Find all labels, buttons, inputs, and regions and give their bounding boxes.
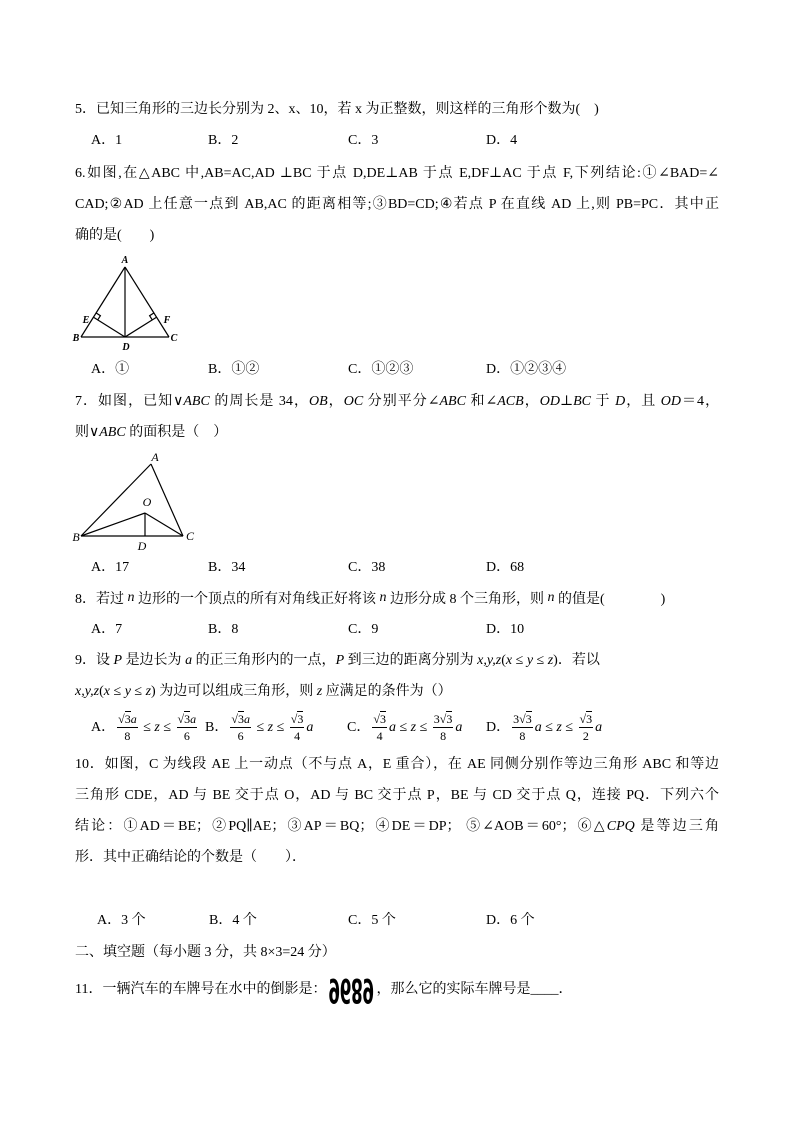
question-7-option-d: D．68: [486, 560, 525, 575]
fraction-numerator: [290, 712, 305, 728]
question-6-option-a: A．①: [91, 362, 130, 377]
option-label: B．: [205, 720, 229, 735]
question-9-option-a: [91, 708, 199, 748]
question-6-stem-line-2: CAD;②AD 上任意一点到 AB,AC 的距离相等;③BD=CD;④若点 P 在直线 AD 上,则 PB=PC．其中正: [75, 197, 719, 212]
text-run: 的正三角形内的一点，: [192, 653, 336, 668]
question-5-option-a: A．1: [91, 133, 123, 148]
label-a: A: [151, 450, 159, 464]
math-variable: a: [534, 720, 542, 735]
question-8-option-c: C．9: [348, 622, 379, 637]
math-variable: ACB: [497, 394, 524, 409]
text-run: ≤: [273, 720, 288, 735]
text-run: )．若以: [553, 653, 600, 668]
fraction-denominator: 6: [183, 729, 190, 744]
text-run: (: [501, 653, 506, 668]
fraction: [177, 712, 198, 743]
math-variable: P: [335, 653, 345, 668]
text-run: 8．若过: [75, 592, 128, 607]
text-run: 是等边三角: [634, 819, 720, 834]
fraction-denominator: 8: [440, 729, 447, 744]
text-run: ≤: [395, 720, 411, 735]
question-5-option-c: C．3: [348, 133, 379, 148]
text-run: 应满足的条件为（）: [322, 684, 452, 699]
fraction: [290, 712, 305, 743]
question-10-option-c: C．5 个: [348, 913, 396, 928]
radicand: 3: [379, 712, 386, 727]
question-10-stem-line-4: 形．其中正确结论的个数是（ ）．: [75, 850, 306, 865]
question-6-stem-line-1: 6.如图,在△ABC 中,AB=AC,AD ⊥BC 于点 D,DE⊥AB 于点 E,DF⊥AC 于点 F,下列结论:①∠BAD=∠: [75, 166, 719, 181]
radical-sign: √: [118, 712, 125, 727]
math-variable: x,y,z: [75, 684, 100, 699]
label-b: B: [72, 530, 80, 544]
question-8-stem: [75, 590, 665, 610]
segment-ac: [151, 464, 183, 536]
label-e: E: [82, 315, 90, 326]
question-7-stem-line-2: [75, 423, 227, 443]
text-run: 则∨: [75, 425, 100, 440]
question-11-text-after: ，那么它的实际车牌号是: [376, 982, 531, 997]
fraction-numerator: [372, 712, 387, 728]
question-7-triangle-figure: [66, 448, 200, 554]
text-run: 边形的一个顶点的所有对角线正好将该: [134, 592, 380, 607]
text-run: ⊥: [559, 394, 574, 409]
math-variable: x: [505, 653, 513, 668]
question-7-stem-line-1: [75, 392, 719, 412]
radical-sign: √: [519, 712, 526, 727]
math-variable: ABC: [183, 394, 210, 409]
option-expression: [510, 712, 603, 744]
fraction: [117, 712, 138, 743]
segment-ac: [125, 267, 169, 337]
math-variable: D: [615, 394, 626, 409]
radicand: 3: [525, 712, 532, 727]
fraction: [230, 712, 251, 743]
answer-blank: ____: [530, 982, 559, 997]
text-run: ≤: [130, 684, 146, 699]
math-variable: z: [316, 684, 323, 699]
label-d: D: [137, 539, 147, 553]
math-variable: a: [455, 720, 463, 735]
option-expression: [228, 712, 314, 744]
coefficient: 3: [433, 712, 440, 727]
math-variable: a: [185, 653, 193, 668]
text-run: 的周长是 34，: [209, 394, 309, 409]
question-8-option-d: D．10: [486, 622, 525, 637]
option-label: C．: [347, 720, 371, 735]
fraction-numerator: [117, 712, 138, 728]
text-run: 的值是( ): [554, 592, 666, 607]
text-run: ≤: [541, 720, 557, 735]
question-9-option-d: [486, 708, 602, 748]
math-variable: z: [145, 684, 152, 699]
text-run: ，: [523, 394, 540, 409]
text-run: ＝4，: [681, 394, 720, 409]
text-run: ≤: [512, 653, 527, 668]
text-run: 7．如图，已知∨: [75, 394, 184, 409]
section-2-heading: 二、填空题（每小题 3 分，共 8×3=24 分）: [75, 945, 336, 960]
question-10-stem-line-2: 三角形 CDE，AD 与 BE 交于点 O，AD 与 BC 交于点 P，BE 与 CD 交于点 Q，连接 PQ．下列六个: [75, 788, 719, 803]
label-f: F: [163, 315, 171, 326]
question-10-option-b: B．4 个: [209, 913, 257, 928]
text-run: 9．设: [75, 653, 114, 668]
math-variable: a: [243, 712, 250, 727]
math-variable: x: [103, 684, 110, 699]
math-variable: ABC: [99, 425, 126, 440]
text-run: ≤: [110, 684, 125, 699]
option-label: A．: [91, 720, 116, 735]
text-run: 结论：①AD＝BE；②PQ∥AE；③AP＝BQ；④DE＝DP； ⑤∠AOB＝60°；⑥△: [75, 819, 607, 834]
question-8-option-b: B．8: [208, 622, 239, 637]
math-variable: z: [556, 720, 562, 735]
fraction-numerator: [433, 712, 454, 728]
text-run: 边形分成 8 个三角形，则: [386, 592, 548, 607]
segment-ab: [81, 464, 151, 536]
math-variable: BC: [573, 394, 592, 409]
question-9-stem-line-2: [75, 682, 452, 702]
text-run: ≤: [416, 720, 431, 735]
fraction-denominator: 2: [582, 729, 589, 744]
math-variable: n: [547, 590, 555, 605]
fraction: [512, 712, 533, 743]
question-10-stem-line-3: [75, 817, 719, 837]
segment-ob: [81, 513, 145, 536]
math-variable: CPQ: [606, 819, 635, 834]
question-6-option-d: D．①②③④: [486, 362, 567, 377]
math-variable: x,y,z: [477, 653, 502, 668]
radicand: 3: [124, 712, 131, 727]
math-variable: n: [379, 590, 387, 605]
fraction-numerator: [177, 712, 198, 728]
math-variable: z: [410, 720, 417, 735]
text-run: 的面积是（ ）: [125, 425, 228, 440]
question-7-option-a: A．17: [91, 560, 130, 575]
text-run: (: [99, 684, 104, 699]
option-label: D．: [486, 720, 511, 735]
label-a: A: [121, 255, 129, 266]
coefficient: 3: [513, 712, 520, 727]
radicand: 3: [297, 712, 304, 727]
label-d: D: [122, 342, 130, 353]
radical-sign: √: [231, 712, 238, 727]
question-9-stem-line-1: [75, 651, 600, 671]
radicand: 3: [446, 712, 453, 727]
radical-sign: √: [373, 712, 380, 727]
fraction: [579, 712, 594, 743]
math-variable: ABC: [439, 394, 466, 409]
label-o: O: [142, 495, 152, 509]
text-run: ≤: [252, 720, 268, 735]
math-variable: y: [526, 653, 534, 668]
question-5-option-d: D．4: [486, 133, 518, 148]
math-variable: a: [306, 720, 314, 735]
text-run: ，且: [625, 394, 661, 409]
fraction-denominator: 6: [237, 729, 244, 744]
question-8-option-a: A．7: [91, 622, 123, 637]
math-variable: OB: [308, 394, 328, 409]
text-run: 和∠: [465, 394, 498, 409]
math-variable: y: [124, 684, 131, 699]
text-run: ≤: [159, 720, 175, 735]
text-run: 到三边的距离分别为: [344, 653, 478, 668]
segment-ab: [81, 267, 125, 337]
math-variable: a: [388, 720, 396, 735]
fraction-numerator: [579, 712, 594, 728]
question-9-option-b: [205, 708, 313, 748]
text-run: ≤: [533, 653, 548, 668]
fraction-denominator: 4: [376, 729, 383, 744]
option-expression: [370, 712, 463, 744]
math-variable: P: [113, 653, 123, 668]
fraction-numerator: [512, 712, 533, 728]
radical-sign: √: [177, 712, 185, 727]
text-run: ) 为边可以组成三角形，则: [151, 684, 317, 699]
question-5-option-b: B．2: [208, 133, 239, 148]
math-variable: a: [595, 720, 603, 735]
radicand: 3: [237, 712, 244, 727]
question-11-end-mark: ．: [558, 982, 573, 997]
question-6-option-b: B．①②: [208, 362, 260, 377]
text-run: 于: [591, 394, 616, 409]
question-7-option-b: B．34: [208, 560, 246, 575]
math-variable: z: [154, 720, 160, 735]
question-6-option-c: C．①②③: [348, 362, 414, 377]
math-variable: OC: [343, 394, 364, 409]
question-5-stem: 5．已知三角形的三边长分别为 2、x、10，若 x 为正整数，则这样的三角形个数为( ): [75, 102, 599, 117]
fraction-numerator: [230, 712, 251, 728]
radicand: 3: [586, 712, 593, 727]
question-7-option-c: C．38: [348, 560, 386, 575]
math-variable: z: [267, 720, 274, 735]
question-11-text-before: 11．一辆汽车的车牌号在水中的倒影是：: [75, 982, 327, 997]
question-11-stem: [75, 969, 573, 1010]
question-6-triangle-figure: [66, 252, 186, 356]
text-run: 分别平分∠: [363, 394, 440, 409]
math-variable: a: [190, 712, 197, 727]
fraction-denominator: 4: [294, 729, 301, 744]
fraction-denominator: 8: [124, 729, 131, 744]
radicand: 3: [184, 712, 191, 727]
text-run: 是边长为: [122, 653, 186, 668]
option-expression: [115, 712, 199, 744]
question-9-option-c: [347, 708, 462, 748]
question-10-option-a: A．3 个: [97, 913, 146, 928]
text-run: ≤: [139, 720, 155, 735]
label-c: C: [170, 333, 178, 344]
fraction-denominator: 8: [519, 729, 526, 744]
license-plate-reflection-image: [326, 969, 376, 1010]
plate-reflection-lettering: 9689: [328, 969, 375, 1010]
text-run: ≤: [561, 720, 577, 735]
text-run: ，: [327, 394, 344, 409]
radical-sign: √: [579, 712, 587, 727]
question-10-stem-line-1: 10．如图，C 为线段 AE 上一动点（不与点 A，E 重合），在 AE 同侧分别作等边三角形 ABC 和等边: [75, 757, 719, 772]
label-b: B: [72, 333, 80, 344]
question-6-stem-line-3: 确的是( ): [75, 228, 155, 243]
radical-sign: √: [290, 712, 298, 727]
math-variable: OD: [660, 394, 682, 409]
radical-sign: √: [439, 712, 447, 727]
fraction: [372, 712, 387, 743]
label-c: C: [185, 529, 195, 543]
math-variable: n: [127, 590, 135, 605]
math-variable: a: [130, 712, 137, 727]
math-variable: OD: [539, 394, 560, 409]
fraction: [433, 712, 454, 743]
math-variable: z: [547, 653, 554, 668]
question-10-option-d: D．6 个: [486, 913, 535, 928]
